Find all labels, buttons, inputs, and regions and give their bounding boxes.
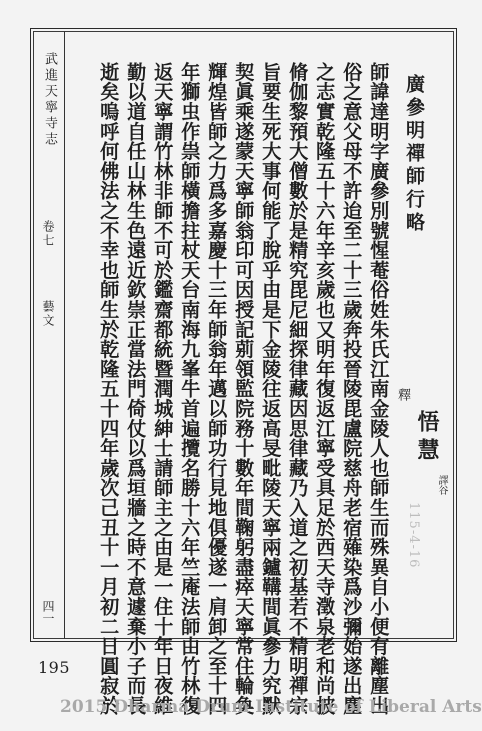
article-heading: 廣參明禪師行略: [403, 74, 425, 235]
scan-identifier: 115-4-16: [406, 502, 421, 569]
text-column: 返天寧謂竹林非師不可於鑑齋都統暨潤城紳士請師主之由是一住十年日夜維: [151, 62, 175, 716]
author-name: 悟慧: [414, 410, 440, 466]
text-column: 俗之意父母不許迨至二十三歲奔投晉陵毘盧院慈舟老宿薙染爲沙彌始遂出塵: [340, 62, 364, 716]
volume-label: 卷七: [41, 220, 55, 248]
text-column: 脩伽黎預大僧數於是精究毘尼細探律藏因思律藏乃入道之初基若不精明禪宗: [286, 62, 310, 716]
text-column: 師諱達明字廣參別號惺菴俗姓朱氏江南金陵人也師生而殊異自小便有離塵出: [367, 62, 391, 716]
text-column: 契眞乘遂蒙天寧師翁印可因授記莂領監院務十數年間鞠躬盡瘁天寧常住輪奐: [232, 62, 256, 716]
text-column: 勤以道自任山林生色遠近欽崇正當法門倚仗以爲垣牆之時不意遽棄小子而長: [124, 62, 148, 716]
book-title: 武進天寧寺志: [42, 52, 57, 148]
author-note: 譯谷: [436, 475, 447, 495]
text-column: 輝煌皆師之力爲多嘉慶十三年師翁年邁以師功行見地俱優遂一肩卸之至十四: [205, 62, 229, 716]
text-column: 年獅虫作祟師橫擔拄杖天台南海九峯牛首遍攬名勝十六年竺庵法師由竹林復: [178, 62, 202, 716]
page-number: 195: [38, 658, 71, 677]
text-column: 旨要生死大事何能了脫乎由是下金陵往返高旻毗陵天寧兩鑪鞲間眞參力究默: [259, 62, 283, 716]
text-column: 逝矣嗚呼何佛法之不幸也師生於乾隆五十四年歲次己丑十一月初二日圓寂於: [97, 62, 121, 716]
section-label: 藝文: [41, 300, 55, 328]
text-column: 之志實乾隆五十六年辛亥歲也又明年復返江寧受具足於西天寺澂泉老和尚披: [313, 62, 337, 716]
watermark: 2015 Dharma Drum Institute of Liberal Arts: [60, 697, 482, 717]
folio-number: 四一: [41, 600, 55, 624]
author-role: 釋: [395, 388, 410, 402]
